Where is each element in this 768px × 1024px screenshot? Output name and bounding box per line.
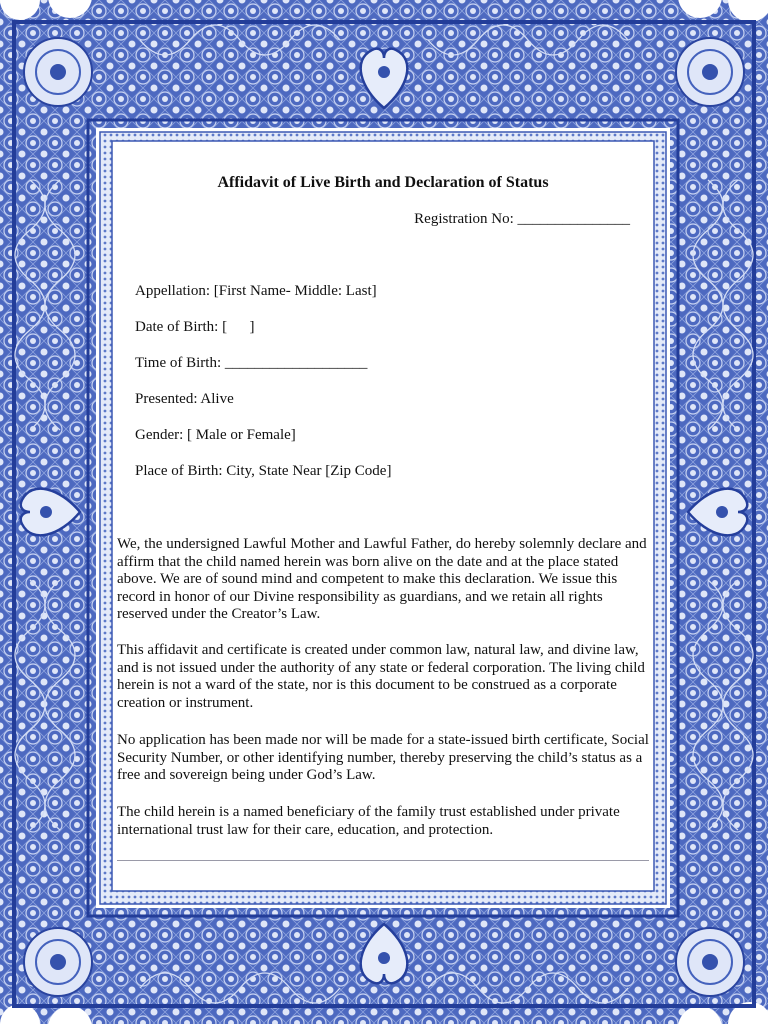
common-law-paragraph: This affidavit and certificate is created under common law, natural law, and divine law, and is not issued under the authority of any state or federal corporation. The living child herein is not a ward of the state, nor is this document to be construed as a corporate creation or instrument. xyxy=(117,642,645,711)
document-body xyxy=(117,145,649,887)
date-of-birth-field: Date of Birth: [ ] xyxy=(135,319,255,335)
bottom-divider xyxy=(117,860,649,861)
place-of-birth-field: Place of Birth: City, State Near [Zip Code] xyxy=(135,463,392,479)
presented-field: Presented: Alive xyxy=(135,391,234,407)
gender-field: Gender: [ Male or Female] xyxy=(135,427,296,443)
declaration-paragraph: We, the undersigned Lawful Mother and Lawful Father, do hereby solemnly declare and affirm that the child named herein was born alive on the date and at the place stated above. We are of sound mind and competent to make this declaration. We issue this record in honor of our Divine responsibility as guardians, and we retain all rights reserved under the Creator’s Law. xyxy=(117,536,647,622)
time-of-birth-field: Time of Birth: ___________________ xyxy=(135,355,368,371)
document-title: Affidavit of Live Birth and Declaration of Status xyxy=(217,174,549,191)
registration-number: Registration No: _______________ xyxy=(414,211,630,227)
no-application-paragraph: No application has been made nor will be made for a state-issued birth certificate, Social Security Number, or other identifying number, thereby preserving the child’s status as a free and sovereign being under God’s Law. xyxy=(117,732,649,783)
trust-beneficiary-paragraph: The child herein is a named beneficiary of the family trust established under private international trust law for their care, education, and protection. xyxy=(117,804,620,838)
appellation-field: Appellation: [First Name- Middle: Last] xyxy=(135,283,377,299)
